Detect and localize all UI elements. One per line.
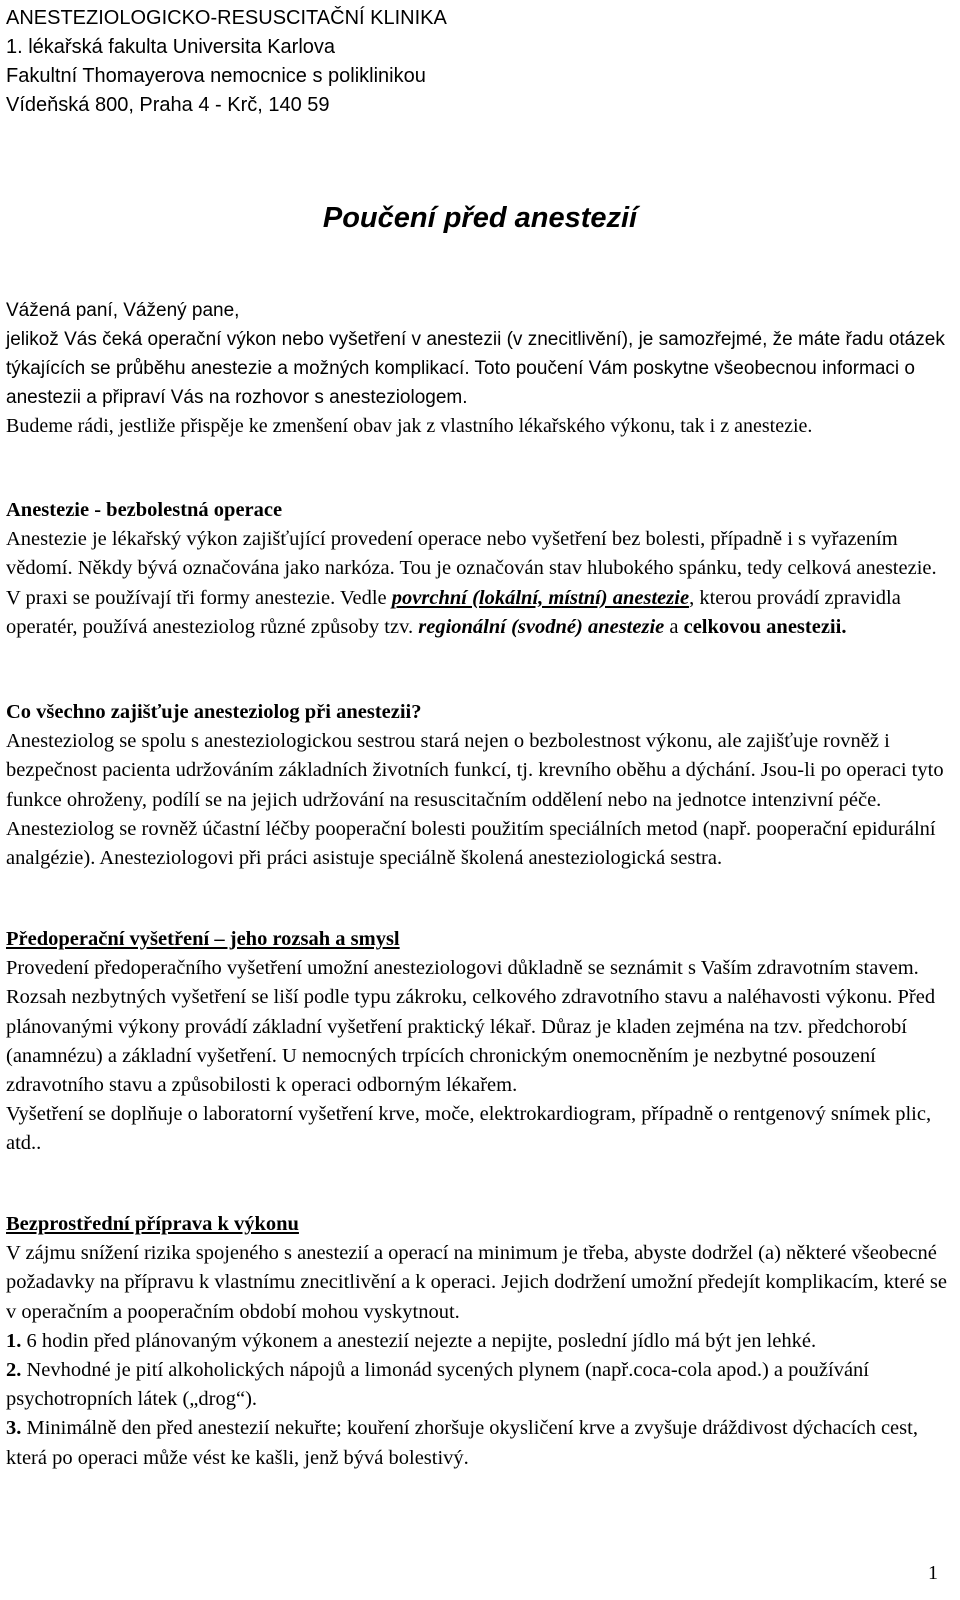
term-general-anesthesia: celkovou anestezii. (683, 615, 847, 638)
section-heading: Anestezie - bezbolestná operace (6, 499, 283, 521)
paragraph-text: , kterou provádí zpravidla operatér, používá anesteziolog různé způsoby tzv. (6, 586, 901, 638)
salutation: Vážená paní, Vážený pane, (6, 300, 240, 321)
list-item (6, 1327, 952, 1356)
section-paragraph: Anesteziolog se spolu s anesteziologickou sestrou stará nejen o bezbolestnost výkonu, ale zajišťuje rovněž i bezpečnost pacienta udržováním základních životních funkcí, tj. krevního oběhu a dýchání. Jsou-li po operaci tyto funkce ohroženy, podílí se na jejich udržování na resuscitačním oddělení nebo na jednotce intenzivní péče. Anesteziolog se rovněž účastní léčby pooperační bolesti použitím speciálních metod (např. pooperační epidurální analgézie). Anesteziologovi při práci asistuje speciálně školená anesteziologická sestra. (6, 730, 944, 870)
section-heading: Co všechno zajišťuje anesteziolog při anestezii? (6, 701, 422, 723)
intro-section (6, 296, 951, 441)
clinic-name: ANESTEZIOLOGICKO-RESUSCITAČNÍ KLINIKA (6, 7, 447, 29)
list-item-text: 6 hodin před plánovaným výkonem a anestezií nejezte a nepijte, poslední jídlo má být jen lehké. (26, 1329, 817, 1352)
hospital-name: Fakultní Thomayerova nemocnice s poliklinikou (6, 65, 426, 87)
clinic-header (6, 4, 447, 120)
section-heading: Bezprostřední příprava k výkonu (6, 1213, 299, 1235)
list-item-number: 3. (6, 1417, 22, 1440)
list-item-number: 2. (6, 1359, 22, 1382)
section-preoperative-exam (6, 925, 952, 1159)
section-paragraph: Vyšetření se doplňuje o laboratorní vyšetření krve, moče, elektrokardiogram, případně o rentgenový snímek plic, atd.. (6, 1103, 932, 1155)
intro-closing: Budeme rádi, jestliže přispěje ke zmenšení obav jak z vlastního lékařského výkonu, tak i z anestezie. (6, 415, 813, 437)
section-heading: Předoperační vyšetření – jeho rozsah a smysl (6, 928, 400, 950)
section-anesthesia (6, 496, 952, 642)
section-anesthesiologist-role (6, 698, 952, 873)
section-preparation (6, 1210, 952, 1473)
page-number: 1 (928, 1562, 938, 1584)
intro-paragraph: jelikož Vás čeká operační výkon nebo vyšetření v anestezii (v znecitlivění), je samozřejmé, že máte řadu otázek týkajících se průběhu anestezie a možných komplikací. Toto poučení Vám poskytne všeobecnou informaci o anestezii a připraví Vás na rozhovor s anesteziologem. (6, 329, 945, 408)
section-paragraph: V zájmu snížení rizika spojeného s anestezií a operací na minimum je třeba, abyste dodržel (a) některé všeobecné požadavky na přípravu k vlastnímu znecitlivění a k operaci. Jejich dodržení umožní předejít komplikacím, které se v operačním a pooperačním období mohou vyskytnout. (6, 1242, 947, 1323)
term-local-anesthesia: povrchní (lokální, místní) anestezie (391, 586, 690, 609)
faculty-name: 1. lékařská fakulta Universita Karlova (6, 36, 336, 58)
list-item-text: Nevhodné je pití alkoholických nápojů a limonád sycených plynem (např.coca-cola apod.) a používání psychotropních látek („drog“). (6, 1359, 869, 1411)
list-item-text: Minimálně den před anestezií nekuřte; kouření zhoršuje okysličení krve a zvyšuje dráždivost dýchacích cest, která po operaci může vést ke kašli, jenž bývá bolestivý. (6, 1417, 918, 1469)
section-paragraph (6, 525, 952, 642)
list-item-number: 1. (6, 1329, 22, 1352)
section-paragraph: Provedení předoperačního vyšetření umožní anesteziologovi důkladně se seznámit s Vaším zdravotním stavem. Rozsah nezbytných vyšetření se liší podle typu zákroku, celkového zdravotního stavu a naléhavosti výkonu. Před plánovanými výkony provádí základní vyšetření praktický lékař. Důraz je kladen zejména na tzv. předchorobí (anamnézu) a základní vyšetření. U nemocných trpících chronickým onemocněním je nezbytné posouzení zdravotního stavu a způsobilosti k operaci odborným lékařem. (6, 957, 936, 1097)
list-item (6, 1414, 952, 1472)
paragraph-text: a (669, 615, 679, 638)
term-regional-anesthesia: regionální (svodné) anestezie (418, 615, 665, 638)
list-item (6, 1356, 952, 1414)
document-title: Poučení před anestezií (322, 202, 638, 234)
hospital-address: Vídeňská 800, Praha 4 - Krč, 140 59 (6, 94, 330, 116)
paragraph-text: Anestezie je lékařský výkon zajišťující provedení operace nebo vyšetření bez bolesti, případně i s vyřazením vědomí. Někdy bývá označována jako narkóza. Tou je označován stav hlubokého spánku, tedy celková anestezie. V praxi se používají tři formy anestezie. Vedle (6, 528, 937, 609)
